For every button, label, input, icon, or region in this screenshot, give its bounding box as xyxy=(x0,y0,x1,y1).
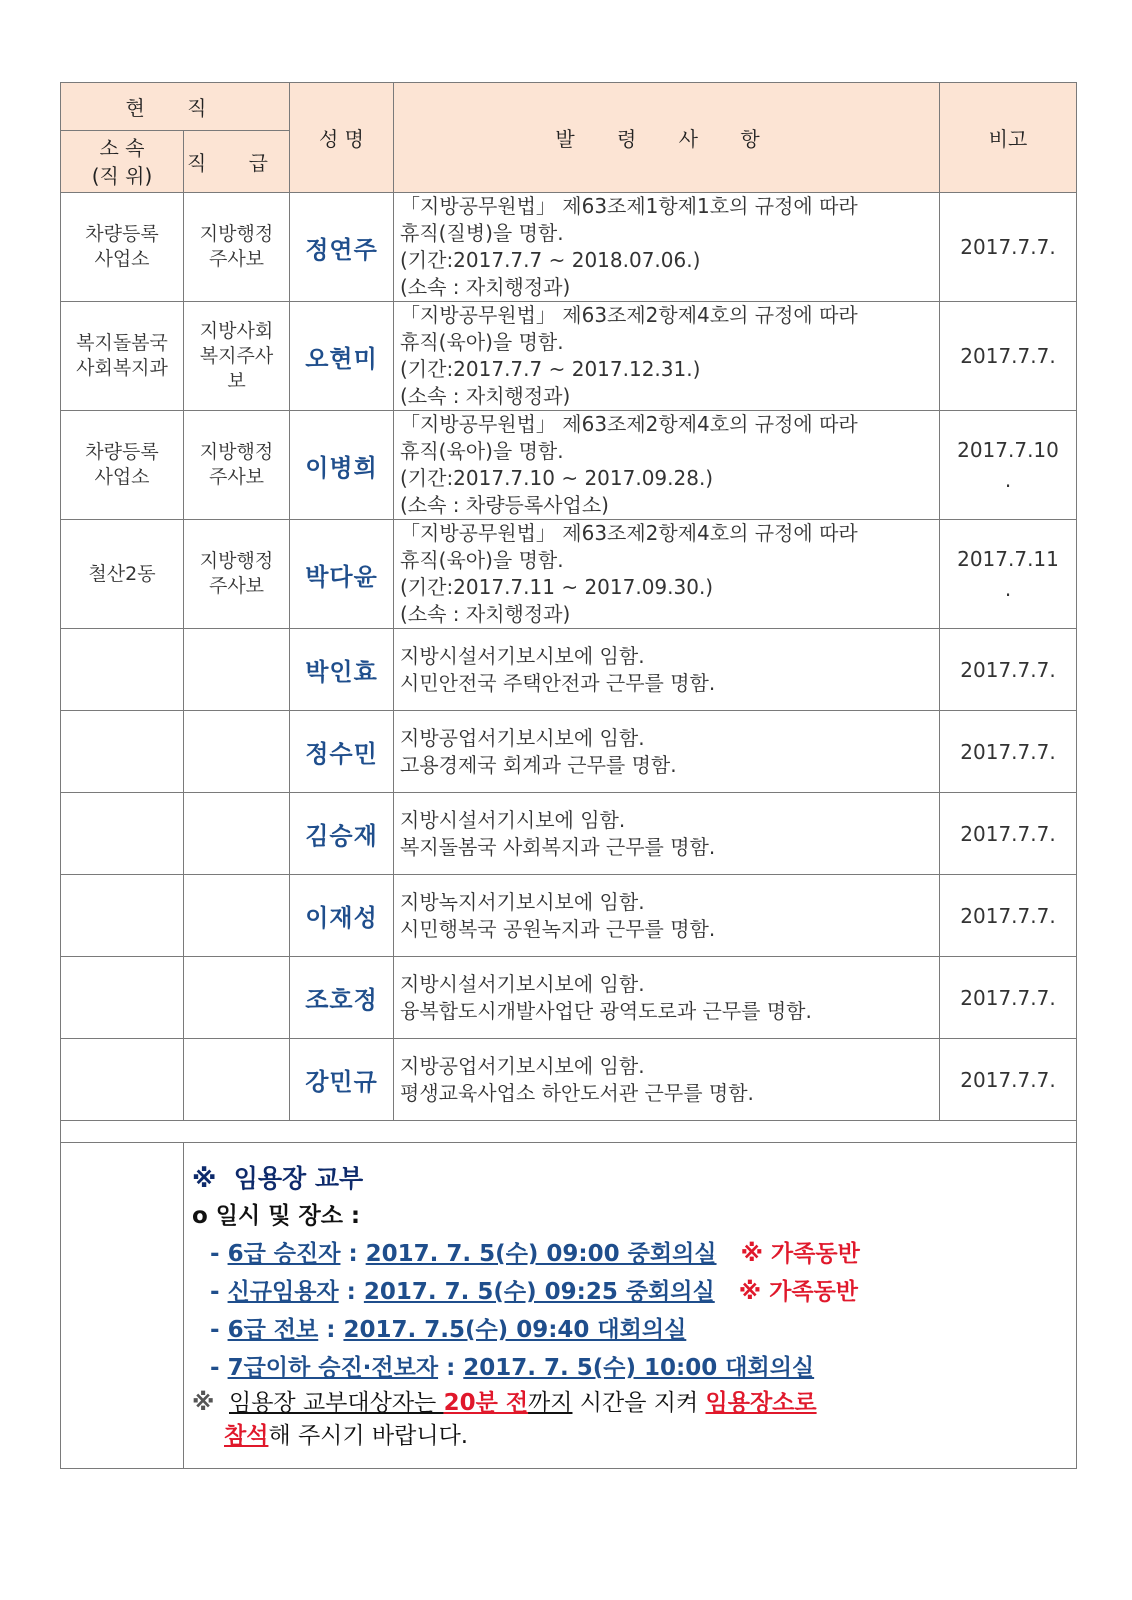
name-cell: 정수민 xyxy=(290,711,394,793)
affiliation-cell xyxy=(61,1039,184,1121)
table-row xyxy=(61,793,1077,875)
rank-cell xyxy=(184,793,290,875)
table-row xyxy=(61,875,1077,957)
header-order: 발 령 사 항 xyxy=(394,83,940,193)
order-cell: 「지방공무원법」 제63조제1항제1호의 규정에 따라 휴직(질병)을 명함. (기간:2017.7.7 ~ 2018.07.06.) (소속 : 자치행정과) xyxy=(394,193,940,302)
rank-cell xyxy=(184,629,290,711)
affiliation-cell xyxy=(61,957,184,1039)
rank-cell: 지방사회 복지주사 보 xyxy=(184,302,290,411)
rank-cell xyxy=(184,875,290,957)
date-cell: 2017.7.11 . xyxy=(940,520,1077,629)
name-cell: 정연주 xyxy=(290,193,394,302)
name-cell: 이재성 xyxy=(290,875,394,957)
date-cell: 2017.7.7. xyxy=(940,629,1077,711)
affiliation-cell: 차량등록 사업소 xyxy=(61,193,184,302)
table-row xyxy=(61,302,1077,411)
order-cell: 지방공업서기보시보에 임함. 고용경제국 회계과 근무를 명함. xyxy=(394,711,940,793)
name-cell: 박인효 xyxy=(290,629,394,711)
date-cell: 2017.7.7. xyxy=(940,711,1077,793)
header-rank: 직 급 xyxy=(184,131,290,193)
date-cell: 2017.7.7. xyxy=(940,193,1077,302)
date-cell: 2017.7.7. xyxy=(940,793,1077,875)
name-cell: 김승재 xyxy=(290,793,394,875)
name-cell: 강민규 xyxy=(290,1039,394,1121)
table-row xyxy=(61,193,1077,302)
notice-remark: ※ 임용장 교부대상자는 20분 전까지 시간을 지켜 임용장소로 참석해 주시기 바랍니다. xyxy=(192,1390,817,1449)
date-cell: 2017.7.7. xyxy=(940,302,1077,411)
rank-cell: 지방행정 주사보 xyxy=(184,411,290,520)
appointment-table xyxy=(60,82,1077,1469)
header-affiliation: 소 속 (직 위) xyxy=(61,131,184,193)
date-cell: 2017.7.7. xyxy=(940,875,1077,957)
notice-title: ※ 임용장 교부 xyxy=(192,1164,364,1193)
order-cell: 「지방공무원법」 제63조제2항제4호의 규정에 따라 휴직(육아)을 명함. (기간:2017.7.10 ~ 2017.09.28.) (소속 : 차량등록사업소) xyxy=(394,411,940,520)
rank-cell xyxy=(184,957,290,1039)
order-cell: 지방시설서기보시보에 임함. 융복합도시개발사업단 광역도로과 근무를 명함. xyxy=(394,957,940,1039)
header-remarks: 비고 xyxy=(940,83,1077,193)
affiliation-cell: 철산2동 xyxy=(61,520,184,629)
order-cell: 「지방공무원법」 제63조제2항제4호의 규정에 따라 휴직(육아)을 명함. (기간:2017.7.11 ~ 2017.09.30.) (소속 : 자치행정과) xyxy=(394,520,940,629)
table-row xyxy=(61,411,1077,520)
spacer-row xyxy=(61,1121,1077,1143)
affiliation-cell xyxy=(61,629,184,711)
order-cell: 지방공업서기보시보에 임함. 평생교육사업소 하안도서관 근무를 명함. xyxy=(394,1039,940,1121)
header-name: 성 명 xyxy=(290,83,394,193)
name-cell: 이병희 xyxy=(290,411,394,520)
notice-schedule-line: - 6급 전보 : 2017. 7.5(수) 09:40 대회의실 xyxy=(210,1317,687,1343)
header-current-position: 현 직 xyxy=(61,83,290,131)
date-cell: 2017.7.7. xyxy=(940,1039,1077,1121)
notice-subtitle: o 일시 및 장소 : xyxy=(192,1203,361,1229)
rank-cell xyxy=(184,711,290,793)
rank-cell: 지방행정 주사보 xyxy=(184,193,290,302)
date-cell: 2017.7.10 . xyxy=(940,411,1077,520)
date-cell: 2017.7.7. xyxy=(940,957,1077,1039)
affiliation-cell: 차량등록 사업소 xyxy=(61,411,184,520)
affiliation-cell: 복지돌봄국 사회복지과 xyxy=(61,302,184,411)
affiliation-cell xyxy=(61,875,184,957)
notice-schedule-line: - 7급이하 승진·전보자 : 2017. 7. 5(수) 10:00 대회의실 xyxy=(210,1355,815,1381)
notice-schedule-line: - 신규임용자 : 2017. 7. 5(수) 09:25 중회의실 ※ 가족동반 xyxy=(210,1279,859,1305)
table-row xyxy=(61,711,1077,793)
notice-blank-cell xyxy=(61,1143,184,1469)
order-cell: 지방시설서기시보에 임함. 복지돌봄국 사회복지과 근무를 명함. xyxy=(394,793,940,875)
rank-cell xyxy=(184,1039,290,1121)
table-row xyxy=(61,520,1077,629)
rank-cell: 지방행정 주사보 xyxy=(184,520,290,629)
order-cell: 지방녹지서기보시보에 임함. 시민행복국 공원녹지과 근무를 명함. xyxy=(394,875,940,957)
name-cell: 박다윤 xyxy=(290,520,394,629)
affiliation-cell xyxy=(61,793,184,875)
order-cell: 지방시설서기보시보에 임함. 시민안전국 주택안전과 근무를 명함. xyxy=(394,629,940,711)
table-row xyxy=(61,629,1077,711)
order-cell: 「지방공무원법」 제63조제2항제4호의 규정에 따라 휴직(육아)을 명함. (기간:2017.7.7 ~ 2017.12.31.) (소속 : 자치행정과) xyxy=(394,302,940,411)
table-row xyxy=(61,1039,1077,1121)
notice-cell xyxy=(184,1143,1077,1469)
table-row xyxy=(61,957,1077,1039)
name-cell: 조호정 xyxy=(290,957,394,1039)
name-cell: 오현미 xyxy=(290,302,394,411)
notice-schedule-line: - 6급 승진자 : 2017. 7. 5(수) 09:00 중회의실 ※ 가족동반 xyxy=(210,1241,860,1267)
affiliation-cell xyxy=(61,711,184,793)
